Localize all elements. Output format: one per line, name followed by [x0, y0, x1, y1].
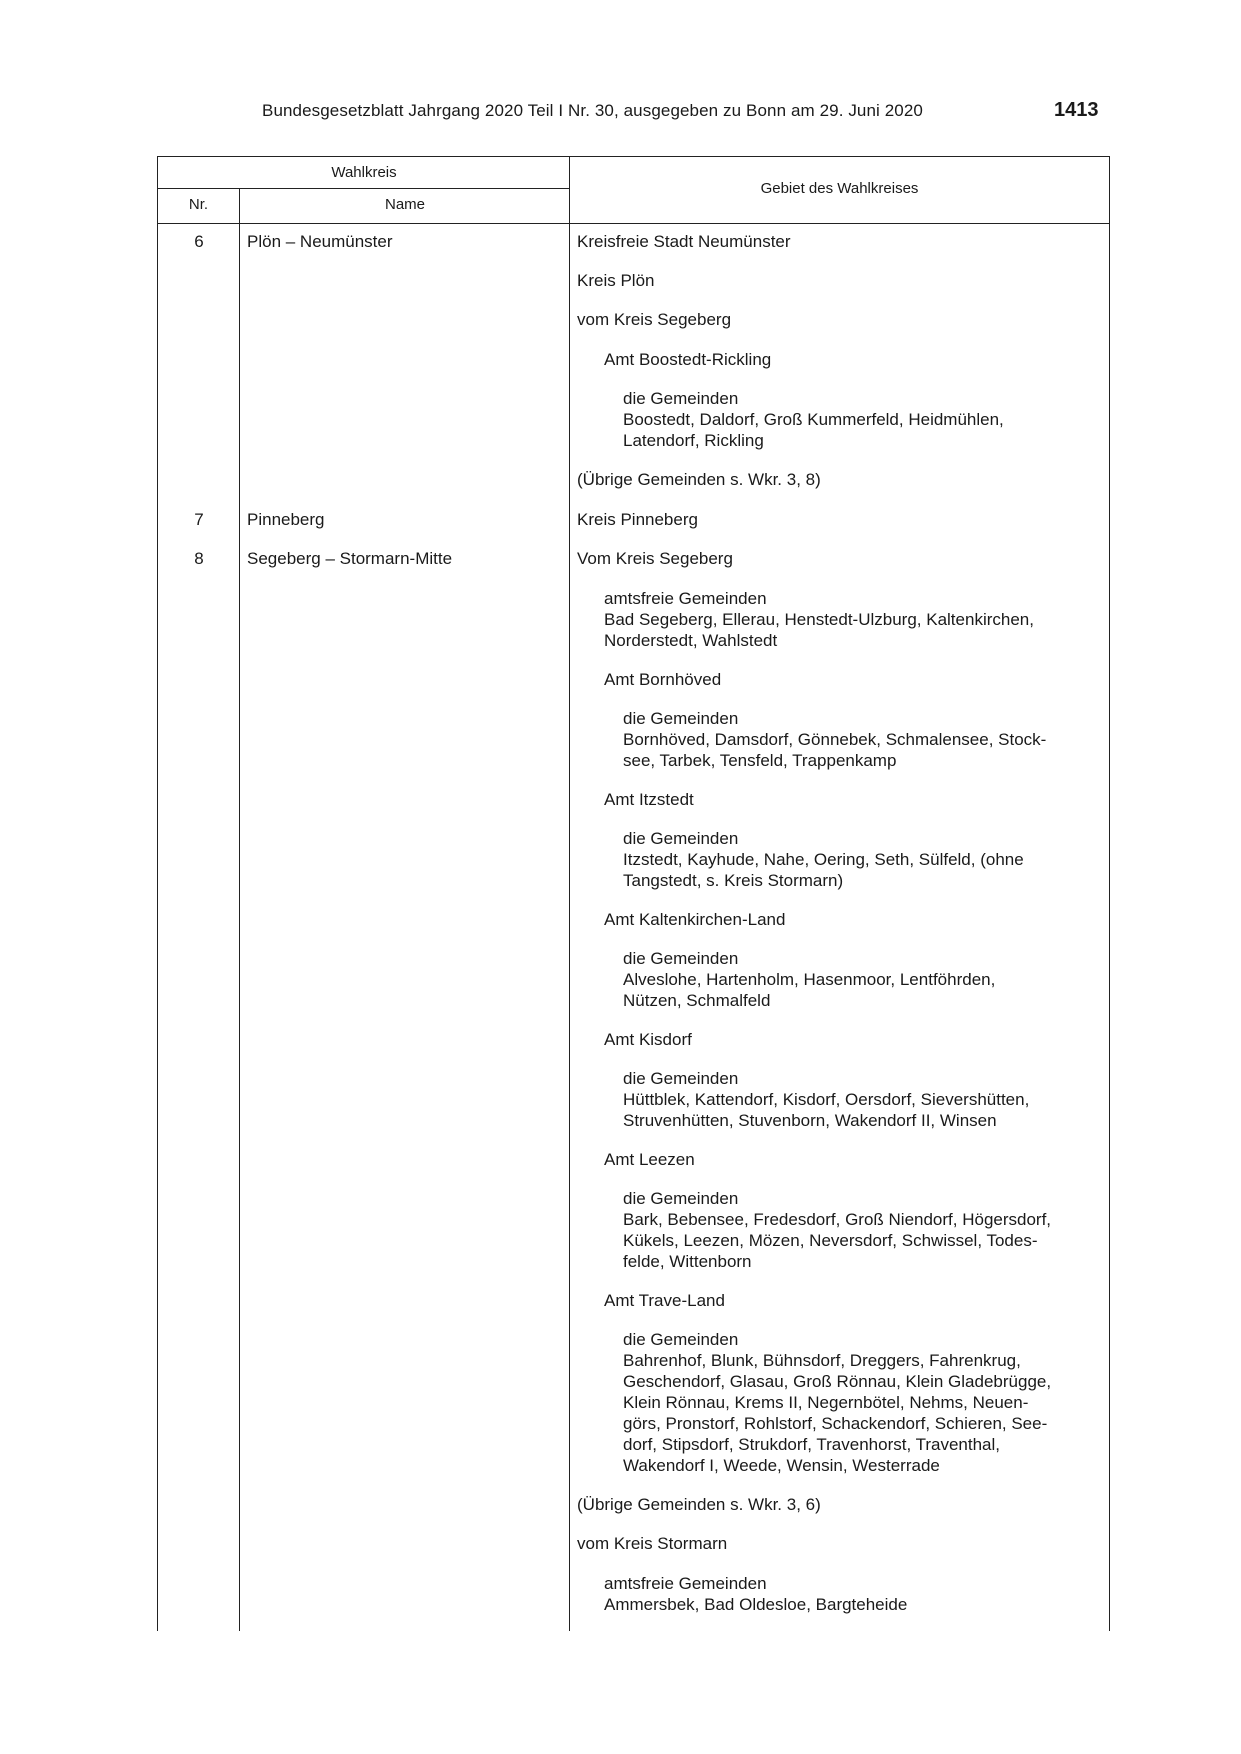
gebiet-line: die Gemeinden: [623, 829, 739, 848]
gebiet-line: Latendorf, Rickling: [623, 431, 764, 450]
gebiet-line: Alveslohe, Hartenholm, Hasenmoor, Lentföhrden,: [623, 970, 996, 989]
gebiet-line: die Gemeinden: [623, 1069, 739, 1088]
gebiet-line: die Gemeinden: [623, 709, 739, 728]
gebiet-line: Kükels, Leezen, Mözen, Neversdorf, Schwissel, Todes-: [623, 1231, 1038, 1250]
table-top-border: [158, 156, 1110, 157]
gebiet-line: Tangstedt, s. Kreis Stormarn): [623, 871, 844, 890]
gebiet-line: Kreisfreie Stadt Neumünster: [577, 232, 791, 251]
gebiet-line: (Übrige Gemeinden s. Wkr. 3, 8): [577, 470, 821, 489]
gebiet-line: Amt Boostedt-Rickling: [604, 350, 772, 369]
gebiet-line: Norderstedt, Wahlstedt: [604, 631, 778, 650]
gebiet-line: Amt Kisdorf: [604, 1030, 692, 1049]
row-name-8: Segeberg – Stormarn-Mitte: [247, 549, 453, 568]
gebiet-line: amtsfreie Gemeinden: [604, 589, 767, 608]
gebiet-line: Amt Bornhöved: [604, 670, 722, 689]
gebiet-line: Bornhöved, Damsdorf, Gönnebek, Schmalensee, Stock-: [623, 730, 1047, 749]
header-nr: Nr.: [188, 196, 209, 213]
gebiet-line: Amt Trave-Land: [604, 1291, 725, 1310]
page-number: 1413: [1054, 99, 1099, 121]
gebiet-line: Geschendorf, Glasau, Groß Rönnau, Klein Gladebrügge,: [623, 1372, 1052, 1391]
gebiet-line: see, Tarbek, Tensfeld, Trappenkamp: [623, 751, 897, 770]
gebiet-line: dorf, Stipsdorf, Strukdorf, Travenhorst, Traventhal,: [623, 1435, 1001, 1454]
gebiet-line: felde, Wittenborn: [623, 1252, 752, 1271]
gebiet-line: Bad Segeberg, Ellerau, Henstedt-Ulzburg, Kaltenkirchen,: [604, 610, 1034, 629]
row-nr-7: 7: [194, 510, 204, 529]
gebiet-line: Bark, Bebensee, Fredesdorf, Groß Niendorf, Högersdorf,: [623, 1210, 1052, 1229]
gebiet-line: Wakendorf I, Weede, Wensin, Westerrade: [623, 1456, 940, 1475]
name-gebiet-divider: [569, 156, 570, 1631]
wahlkreis-divider: [158, 188, 570, 189]
gebiet-line: vom Kreis Segeberg: [577, 310, 732, 329]
table-right-border: [1109, 156, 1110, 1631]
gebiet-line: Hüttblek, Kattendorf, Kisdorf, Oersdorf, Sievershütten,: [623, 1090, 1030, 1109]
header-gebiet: Gebiet des Wahlkreises: [760, 180, 919, 197]
nr-name-divider: [239, 188, 240, 1631]
table-left-border: [157, 156, 158, 1631]
header-name: Name: [384, 196, 425, 213]
row-nr-6: 6: [194, 232, 204, 251]
gebiet-line: die Gemeinden: [623, 1189, 739, 1208]
page-header-text: Bundesgesetzblatt Jahrgang 2020 Teil I Nr. 30, ausgegeben zu Bonn am 29. Juni 2020: [262, 101, 923, 120]
gebiet-line: Kreis Plön: [577, 271, 655, 290]
gebiet-line: Nützen, Schmalfeld: [623, 991, 771, 1010]
gebiet-line: Bahrenhof, Blunk, Bühnsdorf, Dreggers, Fahrenkrug,: [623, 1351, 1021, 1370]
gebiet-line: vom Kreis Stormarn: [577, 1534, 728, 1553]
gebiet-line: Ammersbek, Bad Oldesloe, Bargteheide: [604, 1595, 908, 1614]
header-bottom-border: [158, 223, 1110, 224]
row-nr-8: 8: [194, 549, 204, 568]
gebiet-line: Kreis Pinneberg: [577, 510, 698, 529]
gebiet-line: Vom Kreis Segeberg: [577, 549, 733, 568]
gebiet-line: Amt Leezen: [604, 1150, 695, 1169]
gebiet-line: Amt Kaltenkirchen-Land: [604, 910, 786, 929]
gebiet-line: Itzstedt, Kayhude, Nahe, Oering, Seth, Sülfeld, (ohne: [623, 850, 1024, 869]
gebiet-line: (Übrige Gemeinden s. Wkr. 3, 6): [577, 1495, 821, 1514]
gebiet-line: die Gemeinden: [623, 949, 739, 968]
gebiet-line: amtsfreie Gemeinden: [604, 1574, 767, 1593]
gebiet-line: die Gemeinden: [623, 389, 739, 408]
row-name-7: Pinneberg: [247, 510, 325, 529]
gebiet-line: görs, Pronstorf, Rohlstorf, Schackendorf, Schieren, See-: [623, 1414, 1048, 1433]
gebiet-line: Klein Rönnau, Krems II, Negernbötel, Nehms, Neuen-: [623, 1393, 1029, 1412]
gebiet-line: Struvenhütten, Stuvenborn, Wakendorf II, Winsen: [623, 1111, 997, 1130]
gebiet-line: die Gemeinden: [623, 1330, 739, 1349]
header-wahlkreis: Wahlkreis: [331, 164, 397, 181]
gebiet-line: Amt Itzstedt: [604, 790, 694, 809]
gebiet-line: Boostedt, Daldorf, Groß Kummerfeld, Heidmühlen,: [623, 410, 1004, 429]
row-name-6: Plön – Neumünster: [247, 232, 393, 251]
